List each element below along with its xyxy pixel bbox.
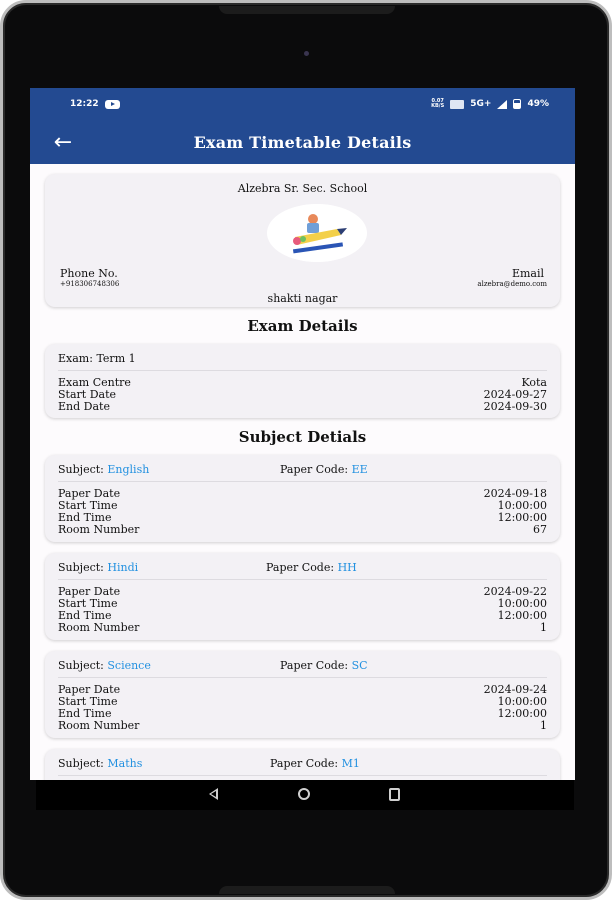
paper-code-value: HH: [337, 561, 357, 574]
sim-card-icon: [450, 100, 464, 109]
paper-date-row: [58, 684, 547, 696]
start-time-row: [58, 696, 547, 708]
room-number-row: [58, 524, 547, 536]
subject-label: Subject:: [58, 463, 104, 476]
row-value: 10:00:00: [497, 597, 547, 610]
battery-percent: 49%: [527, 99, 549, 109]
app-screen: [30, 88, 575, 780]
row-value: 10:00:00: [497, 695, 547, 708]
exam-label: Exam:: [58, 352, 93, 365]
exam-details-card: [45, 344, 560, 418]
row-label: Exam Centre: [58, 376, 131, 389]
paper-code-label: Paper Code:: [270, 757, 339, 770]
phone-label: Phone No.: [60, 267, 118, 280]
network-speed: [431, 99, 444, 109]
row-value: 2024-09-24: [483, 683, 547, 696]
subject-card-english[interactable]: [45, 455, 560, 542]
paper-code-value: EE: [351, 463, 368, 476]
row-label: End Time: [58, 609, 112, 622]
paper-date-row: [58, 488, 547, 500]
phone-value[interactable]: +918306748306: [60, 280, 120, 288]
status-bar: [30, 88, 575, 120]
row-value: 1: [540, 621, 547, 634]
row-value: 2024-09-27: [483, 388, 547, 401]
subject-details-heading: Subject Detials: [238, 428, 367, 446]
row-value: 1: [540, 719, 547, 732]
device-notch-top: [219, 6, 395, 14]
nav-back-icon[interactable]: [209, 788, 218, 800]
subject-header-row: [58, 657, 547, 678]
start-time-row: [58, 598, 547, 610]
paper-code-label: Paper Code:: [280, 659, 349, 672]
email-block: [477, 267, 547, 288]
row-value: 2024-09-18: [483, 487, 547, 500]
subject-name: English: [107, 463, 150, 476]
status-time: 12:22: [70, 99, 99, 109]
exam-centre-row: [58, 377, 547, 389]
row-label: Start Time: [58, 597, 118, 610]
row-value: 2024-09-30: [483, 400, 547, 413]
network-type: 5G+: [470, 99, 492, 109]
subject-header-row: [58, 559, 547, 580]
subject-label: Subject:: [58, 561, 104, 574]
row-label: Paper Date: [58, 585, 121, 598]
signal-strength-icon: [497, 100, 507, 109]
school-name: Alzebra Sr. Sec. School: [237, 182, 368, 195]
row-label: End Time: [58, 511, 112, 524]
subject-name: Hindi: [107, 561, 139, 574]
row-value: 67: [533, 523, 547, 536]
subject-card-maths[interactable]: [45, 749, 560, 780]
phone-block: [60, 267, 119, 288]
email-label: Email: [511, 267, 544, 280]
paper-code: [266, 561, 357, 574]
paper-code: [280, 659, 368, 672]
row-value: 2024-09-22: [483, 585, 547, 598]
paper-code-value: SC: [351, 659, 368, 672]
subject-name: Maths: [107, 757, 143, 770]
row-label: End Date: [58, 400, 110, 413]
paper-code: [280, 463, 368, 476]
school-logo: [267, 204, 367, 262]
title-bar: [30, 120, 575, 164]
nav-home-icon[interactable]: [298, 788, 310, 800]
exam-end-date-row: [58, 401, 547, 413]
subject-header-row: [58, 755, 547, 776]
subject-card-hindi[interactable]: [45, 553, 560, 640]
exam-start-date-row: [58, 389, 547, 401]
page-title: Exam Timetable Details: [193, 132, 412, 152]
device-notch-bottom: [219, 886, 395, 894]
row-value: 12:00:00: [497, 707, 547, 720]
row-value: 12:00:00: [497, 511, 547, 524]
network-speed-value: 0.07: [431, 98, 444, 104]
row-label: Start Time: [58, 499, 118, 512]
scroll-content[interactable]: [30, 164, 575, 780]
youtube-notification-icon: [105, 100, 120, 109]
room-number-row: [58, 622, 547, 634]
paper-code: [270, 757, 360, 770]
exam-name-row: [58, 350, 547, 371]
row-label: Room Number: [58, 621, 140, 634]
row-label: Room Number: [58, 523, 140, 536]
exam-name: Term 1: [96, 352, 136, 365]
subject-card-science[interactable]: [45, 651, 560, 738]
row-label: Room Number: [58, 719, 140, 732]
system-navigation-bar: [36, 780, 574, 810]
school-address: shakti nagar: [267, 292, 338, 305]
subject-label: Subject:: [58, 757, 104, 770]
room-number-row: [58, 720, 547, 732]
network-speed-unit: KB/S: [431, 103, 445, 109]
subject-header-row: [58, 461, 547, 482]
paper-code-label: Paper Code:: [266, 561, 335, 574]
school-info-card: [45, 174, 560, 307]
front-camera: [304, 51, 309, 56]
subject-label: Subject:: [58, 659, 104, 672]
paper-date-row: [58, 586, 547, 598]
row-label: Start Time: [58, 695, 118, 708]
back-arrow-icon[interactable]: ←: [53, 129, 73, 155]
row-value: Kota: [521, 376, 547, 389]
row-value: 12:00:00: [497, 609, 547, 622]
email-value[interactable]: alzebra@demo.com: [477, 280, 547, 288]
paper-code-value: M1: [341, 757, 360, 770]
row-label: Paper Date: [58, 683, 121, 696]
subject-name: Science: [107, 659, 151, 672]
exam-details-heading: Exam Details: [247, 317, 358, 335]
row-label: Paper Date: [58, 487, 121, 500]
row-label: Start Date: [58, 388, 116, 401]
paper-code-label: Paper Code:: [280, 463, 349, 476]
row-label: End Time: [58, 707, 112, 720]
start-time-row: [58, 500, 547, 512]
nav-recents-icon[interactable]: [389, 788, 400, 801]
row-value: 10:00:00: [497, 499, 547, 512]
app-bar: [30, 88, 575, 164]
battery-icon: [513, 99, 521, 109]
